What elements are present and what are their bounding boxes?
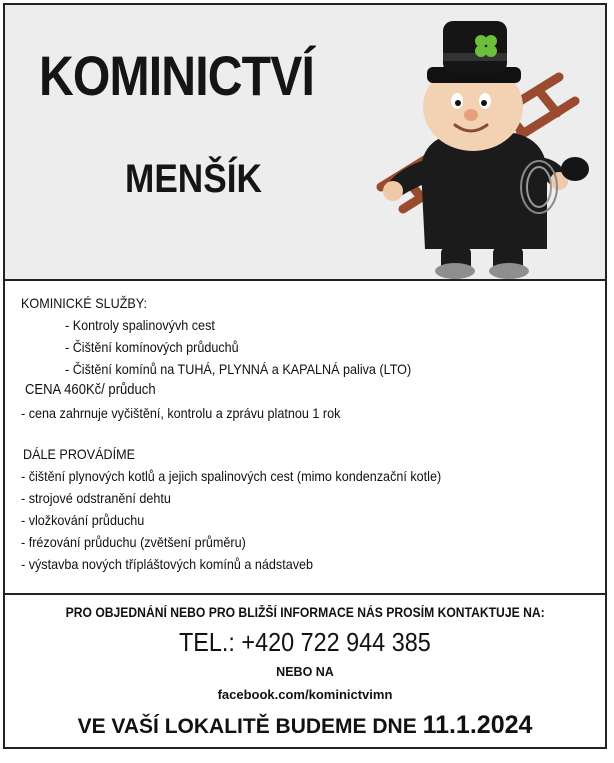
services-section	[3, 281, 607, 595]
more-service-item: - čištění plynových kotlů a jejich spalinových cest (mimo kondenzační kotle)	[21, 468, 442, 484]
visit-date-row	[5, 711, 605, 740]
flyer	[3, 3, 609, 749]
company-title: KOMINICTVÍ	[39, 44, 314, 107]
more-service-item: - frézování průduchu (zvětšení průměru)	[21, 534, 246, 550]
contact-section	[3, 593, 607, 749]
phone-number: TEL.: +420 722 944 385	[179, 627, 431, 657]
header-section	[3, 3, 607, 281]
visit-date-label: VE VAŠÍ LOKALITĚ BUDEME DNE	[77, 715, 417, 738]
more-service-item: - výstavba nových třípláštových komínů a nádstaveb	[21, 556, 314, 572]
service-item: - Kontroly spalinovývh cest	[65, 317, 215, 333]
more-service-item: - strojové odstranění dehtu	[21, 490, 171, 506]
more-services-heading: DÁLE PROVÁDÍME	[23, 446, 136, 462]
company-name: MENŠÍK	[125, 157, 262, 201]
service-item: - Čištění komínů na TUHÁ, PLYNNÁ a KAPALNÁ paliva (LTO)	[65, 361, 412, 377]
price-value: 460Kč/ průduch	[64, 382, 156, 398]
service-item: - Čištění komínových průduchů	[65, 339, 239, 355]
price-label: CENA	[25, 382, 61, 398]
chimney-sweep-icon	[363, 9, 603, 281]
contact-intro: PRO OBJEDNÁNÍ NEBO PRO BLIŽŠÍ INFORMACE NÁS PROSÍM KONTAKTUJE NA:	[65, 605, 545, 620]
contact-or: NEBO NA	[276, 665, 334, 679]
more-service-item: - vložkování průduchu	[21, 512, 145, 528]
facebook-link[interactable]: facebook.com/kominictvimn	[217, 687, 393, 702]
visit-date: 11.1.2024	[422, 711, 533, 739]
price-row	[25, 382, 156, 398]
price-note: - cena zahrnuje vyčištění, kontrolu a zprávu platnou 1 rok	[21, 405, 341, 421]
services-heading: KOMINICKÉ SLUŽBY:	[21, 295, 148, 311]
